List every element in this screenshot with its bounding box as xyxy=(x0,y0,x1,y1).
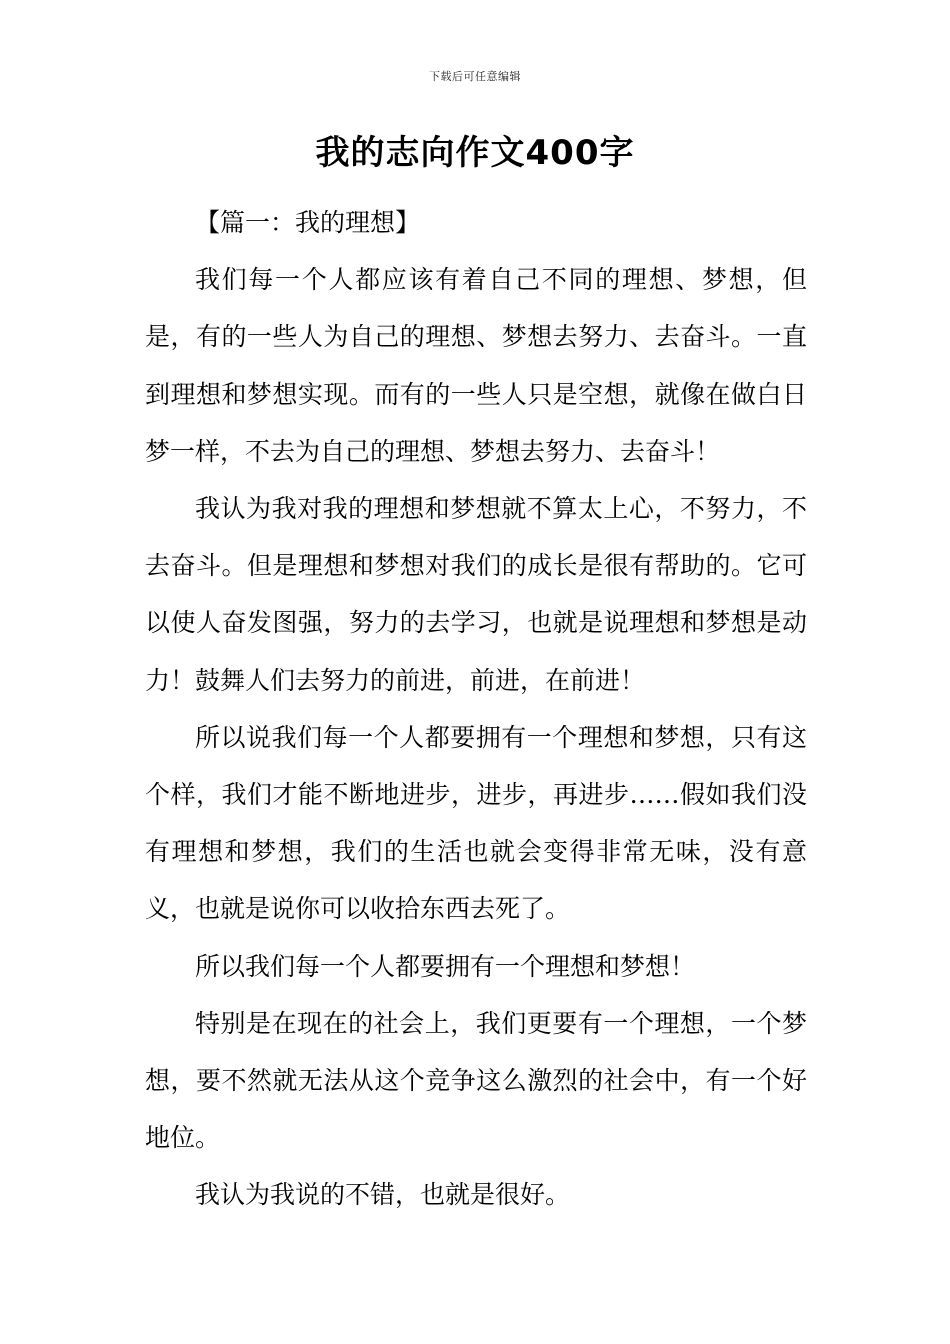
page-header-note: 下载后可任意编辑 xyxy=(429,70,521,83)
document-body xyxy=(145,194,807,1224)
paragraph-6: 我认为我说的不错，也就是很好。 xyxy=(195,1180,571,1210)
paragraph-5: 特别是在现在的社会上，我们更要有一个理想，一个梦想，要不然就无法从这个竞争这么激烈的社会中，有一个好地位。 xyxy=(145,1008,807,1153)
paragraph-1: 我们每一个人都应该有着自己不同的理想、梦想，但是，有的一些人为自己的理想、梦想去努力、去奋斗。一直到理想和梦想实现。而有的一些人只是空想，就像在做白日梦一样，不去为自己的理想、梦想去努力、去奋斗！ xyxy=(145,265,807,466)
paragraph-4: 所以我们每一个人都要拥有一个理想和梦想！ xyxy=(195,951,696,981)
paragraph-2: 我认为我对我的理想和梦想就不算太上心，不努力，不去奋斗。但是理想和梦想对我们的成长是很有帮助的。它可以使人奋发图强，努力的去学习，也就是说理想和梦想是动力！鼓舞人们去努力的前进，前进，在前进！ xyxy=(145,494,807,695)
document-title: 我的志向作文400字 xyxy=(315,133,635,173)
section-heading: 【篇一：我的理想】 xyxy=(195,208,421,237)
paragraph-3: 所以说我们每一个人都要拥有一个理想和梦想，只有这个样，我们才能不断地进步，进步，再进步……假如我们没有理想和梦想，我们的生活也就会变得非常无味，没有意义，也就是说你可以收拾东西去死了。 xyxy=(145,722,807,924)
